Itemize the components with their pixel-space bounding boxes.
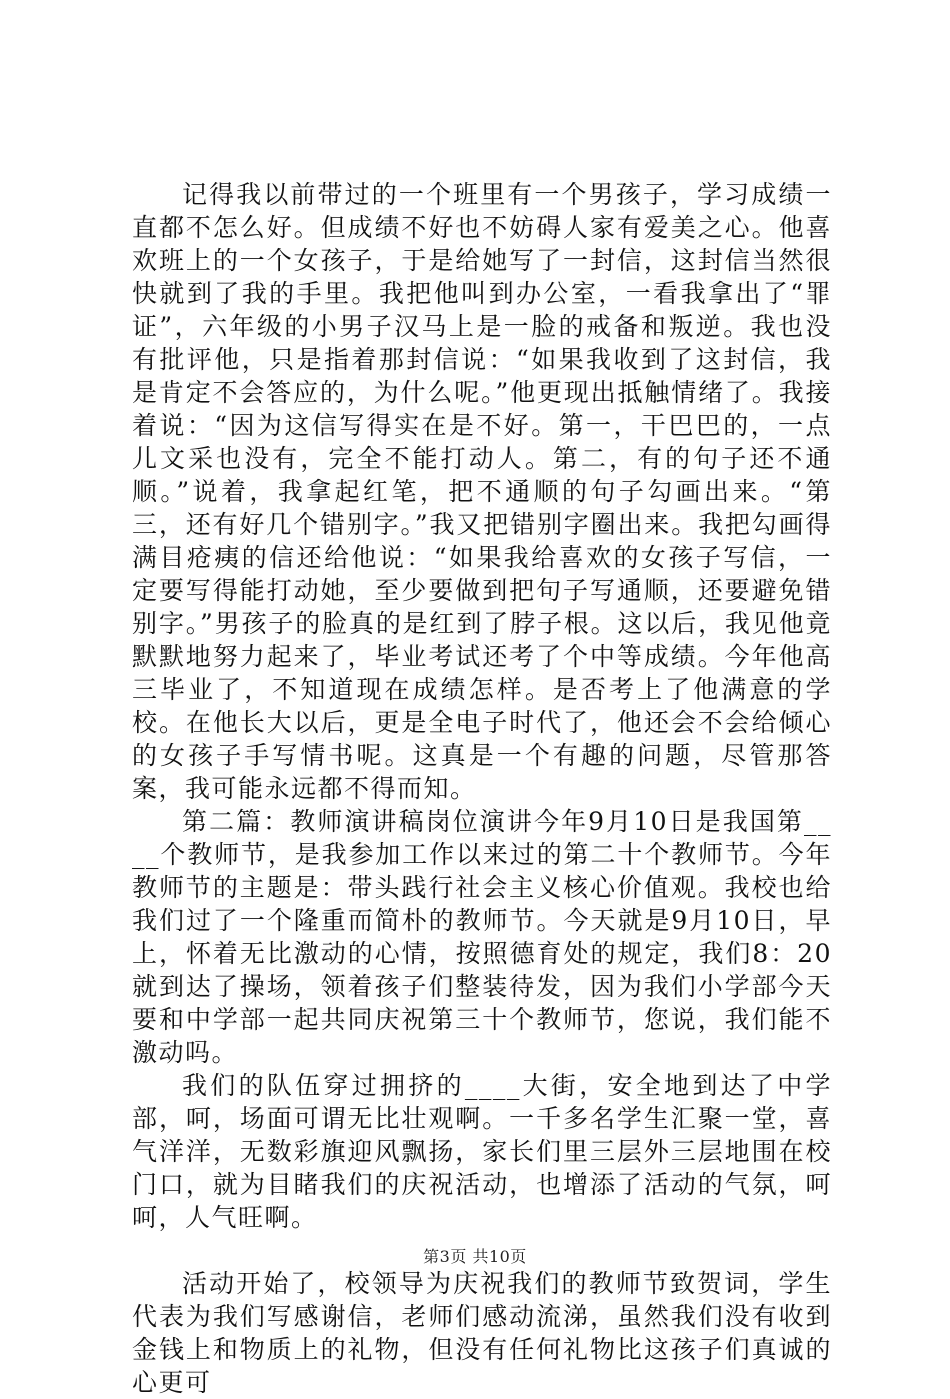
paragraph-4: 活动开始了，校领导为庆祝我们的教师节致贺词，学生代表为我们写感谢信，老师们感动流涕，虽然我们没有收到金钱上和物质上的礼物，但没有任何礼物比这孩子们真诚的心更可 [132, 1269, 832, 1397]
document-body [132, 178, 832, 1399]
paragraph-2: 第二篇：教师演讲稿岗位演讲今年9月10日是我国第____个教师节，是我参加工作以来过的第二十个教师节。今年教师节的主题是：带头践行社会主义核心价值观。我校也给我们过了一个隆重而简朴的教师节。今天就是9月10日，早上，怀着无比激动的心情，按照德育处的规定，我们8：20就到达了操场，领着孩子们整装待发，因为我们小学部今天要和中学部一起共同庆祝第三十个教师节，您说，我们能不激动吗。 [132, 807, 832, 1067]
paragraph-3: 我们的队伍穿过拥挤的____大街，安全地到达了中学部，呵，场面可谓无比壮观啊。一千多名学生汇聚一堂，喜气洋洋，无数彩旗迎风飘扬，家长们里三层外三层地围在校门口，就为目睹我们的庆祝活动，也增添了活动的气氛，呵呵，人气旺啊。 [132, 1071, 832, 1232]
page-number-label: 第3页 共10页 [423, 1247, 527, 1266]
page-footer [0, 1244, 950, 1267]
paragraph-1: 记得我以前带过的一个班里有一个男孩子，学习成绩一直都不怎么好。但成绩不好也不妨碍人家有爱美之心。他喜欢班上的一个女孩子，于是给她写了一封信，这封信当然很快就到了我的手里。我把他叫到办公室，一看我拿出了“罪证”，六年级的小男子汉马上是一脸的戒备和叛逆。我也没有批评他，只是指着那封信说：“如果我收到了这封信，我是肯定不会答应的，为什么呢。”他更现出抵触情绪了。我接着说：“因为这信写得实在是不好。第一，干巴巴的，一点儿文采也没有，完全不能打动人。第二，有的句子还不通顺。”说着，我拿起红笔，把不通顺的句子勾画出来。“第三，还有好几个错别字。”我又把错别字圈出来。我把勾画得满目疮痍的信还给他说：“如果我给喜欢的女孩子写信，一定要写得能打动她，至少要做到把句子写通顺，还要避免错别字。”男孩子的脸真的是红到了脖子根。这以后，我见他竟默默地努力起来了，毕业考试还考了个中等成绩。今年他高三毕业了，不知道现在成绩怎样。是否考上了他满意的学校。在他长大以后，更是全电子时代了，他还会不会给倾心的女孩子手写情书呢。这真是一个有趣的问题，尽管那答案，我可能永远都不得而知。 [132, 180, 832, 803]
